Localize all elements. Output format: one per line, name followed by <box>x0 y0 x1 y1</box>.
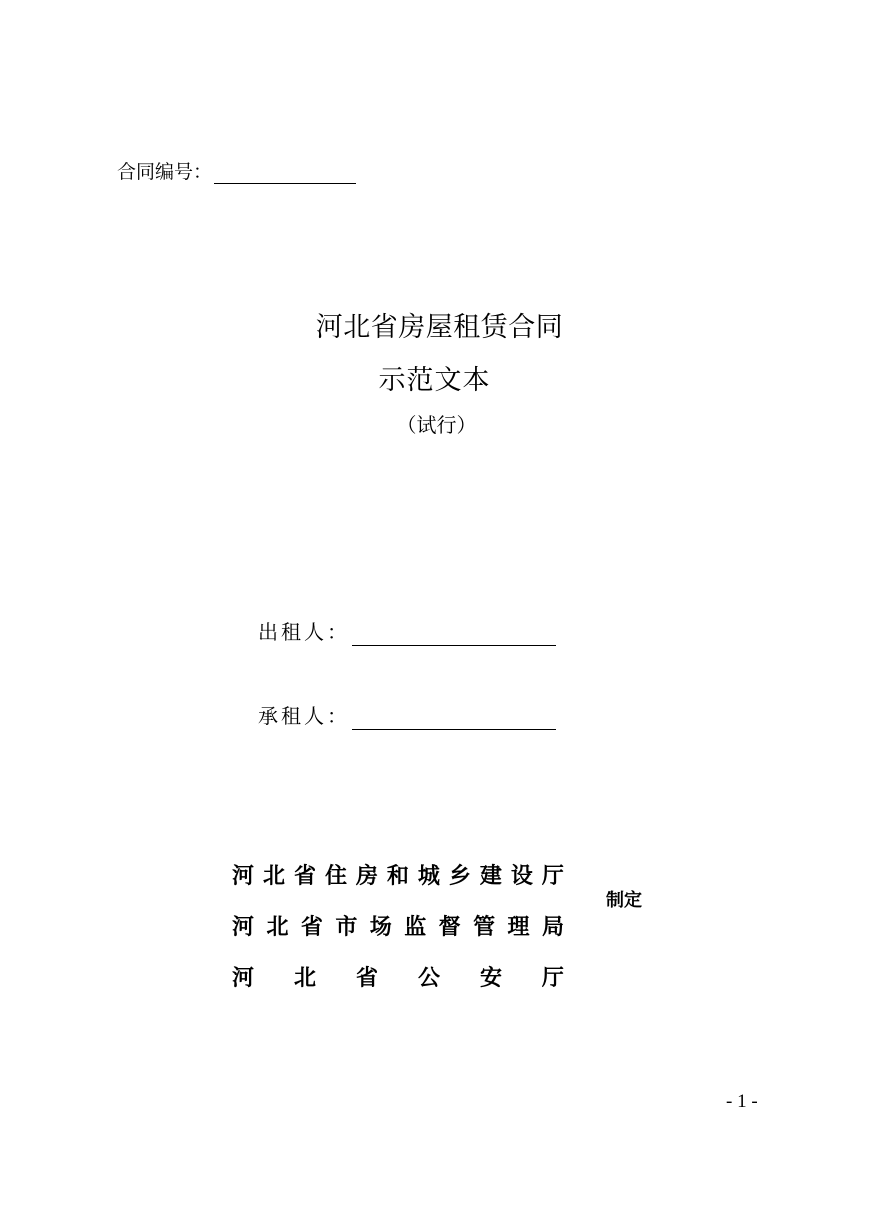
issuer-char: 管 <box>473 915 496 940</box>
contract-number-label: 合同编号： <box>117 161 213 183</box>
issuer-char: 公 <box>417 966 440 991</box>
issuer-char: 局 <box>541 915 564 940</box>
issuer-public-security <box>232 966 564 992</box>
issuing-authorities <box>232 864 564 1017</box>
issuer-char: 监 <box>404 915 427 940</box>
issuer-char: 乡 <box>448 864 471 889</box>
document-subtitle: 示范文本 <box>378 365 491 396</box>
title-block <box>0 308 869 440</box>
issuer-char: 理 <box>507 915 530 940</box>
issuer-char: 北 <box>293 966 316 991</box>
lessor-field <box>258 618 556 646</box>
issuer-char: 和 <box>386 864 409 889</box>
issuer-char: 住 <box>324 864 347 889</box>
issuer-char: 督 <box>438 915 461 940</box>
issuer-char: 城 <box>417 864 440 889</box>
made-by-label: 制定 <box>606 890 642 911</box>
lessee-label: 承租人： <box>258 704 350 728</box>
lessor-blank <box>352 621 556 646</box>
contract-number-field <box>117 160 356 184</box>
issuer-housing-department <box>232 864 564 890</box>
issuer-char: 省 <box>293 864 316 889</box>
issuer-char: 省 <box>355 966 378 991</box>
lessor-label: 出租人： <box>258 620 350 644</box>
issuer-char: 安 <box>479 966 502 991</box>
issuer-char: 河 <box>232 966 255 991</box>
issuer-char: 省 <box>300 915 323 940</box>
issuer-char: 建 <box>479 864 502 889</box>
issuer-char: 场 <box>369 915 392 940</box>
issuer-char: 河 <box>232 864 255 889</box>
issuer-market-supervision <box>232 915 564 941</box>
lessee-blank <box>352 705 556 730</box>
issuer-char: 厅 <box>541 966 564 991</box>
page-number: - 1 - <box>726 1091 758 1112</box>
issuer-char: 厅 <box>541 864 564 889</box>
issuer-char: 河 <box>232 915 255 940</box>
issuer-char: 北 <box>262 864 285 889</box>
lessee-field <box>258 702 556 730</box>
contract-number-blank <box>214 163 356 184</box>
issuer-char: 房 <box>355 864 378 889</box>
trial-note: （试行） <box>396 413 477 437</box>
issuer-char: 市 <box>335 915 358 940</box>
issuer-char: 北 <box>266 915 289 940</box>
document-title: 河北省房屋租赁合同 <box>315 312 564 343</box>
issuer-char: 设 <box>510 864 533 889</box>
